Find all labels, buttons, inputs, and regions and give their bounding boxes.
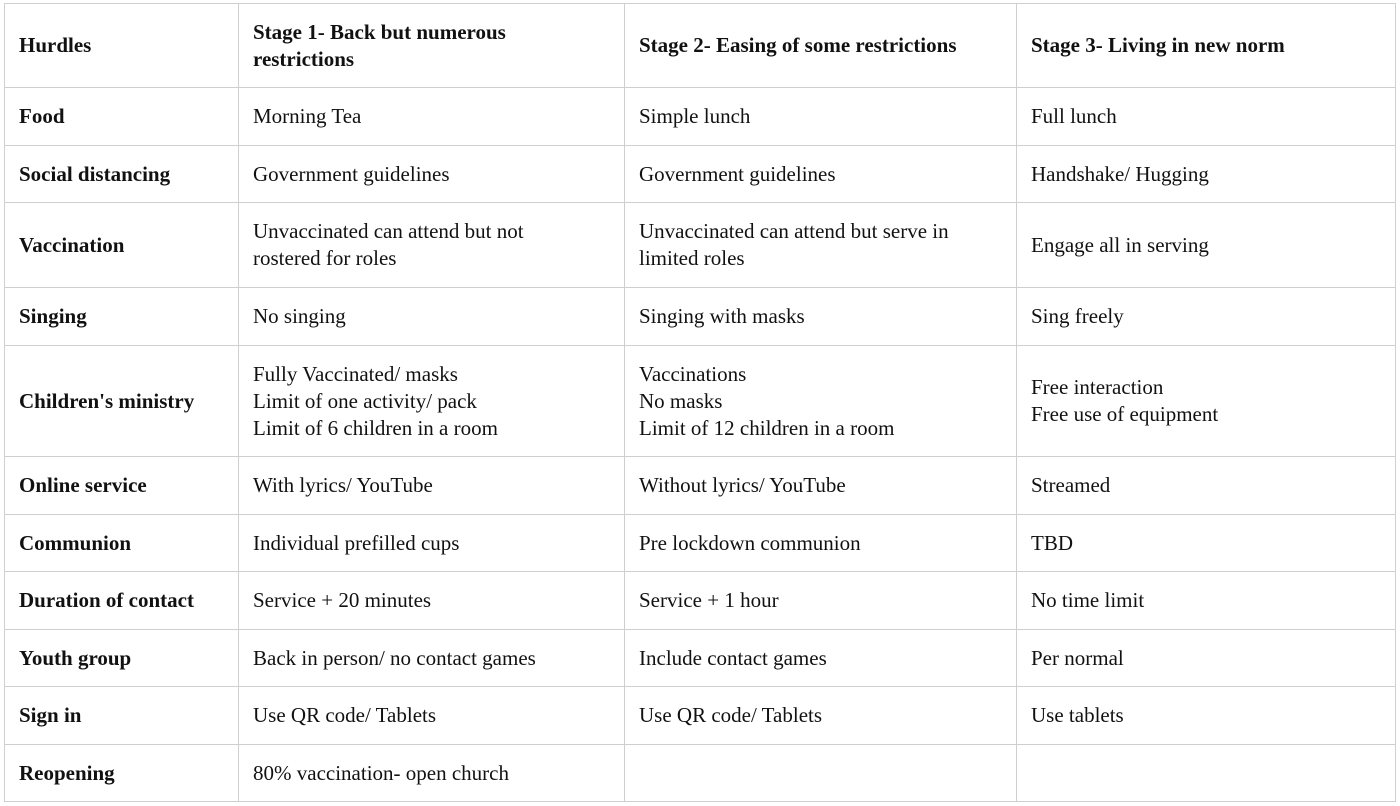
cell-stage-3: TBD [1017, 515, 1396, 572]
cell-stage-3 [1017, 745, 1396, 802]
cell-stage-1: Service + 20 minutes [239, 572, 625, 630]
cell-stage-1: Morning Tea [239, 88, 625, 146]
cell-stage-3: No time limit [1017, 572, 1396, 630]
row-hurdle: Food [5, 88, 239, 146]
table-row [5, 572, 1396, 630]
cell-stage-2: Singing with masks [625, 288, 1017, 346]
cell-stage-3: Engage all in serving [1017, 203, 1396, 288]
cell-stage-3: Streamed [1017, 457, 1396, 515]
cell-stage-3: Handshake/ Hugging [1017, 146, 1396, 203]
cell-stage-1: With lyrics/ YouTube [239, 457, 625, 515]
cell-stage-3: Per normal [1017, 630, 1396, 687]
table-row [5, 88, 1396, 146]
row-hurdle: Duration of contact [5, 572, 239, 630]
table-row [5, 515, 1396, 572]
header-row [5, 4, 1396, 88]
cell-stage-1: No singing [239, 288, 625, 346]
row-hurdle: Singing [5, 288, 239, 346]
header-stage-3: Stage 3- Living in new norm [1017, 4, 1396, 88]
row-hurdle: Social distancing [5, 146, 239, 203]
row-hurdle: Communion [5, 515, 239, 572]
cell-stage-2 [625, 745, 1017, 802]
cell-stage-2: Service + 1 hour [625, 572, 1017, 630]
stages-table [4, 3, 1396, 802]
header-hurdles: Hurdles [5, 4, 239, 88]
row-hurdle: Youth group [5, 630, 239, 687]
header-stage-2: Stage 2- Easing of some restrictions [625, 4, 1017, 88]
cell-stage-2: Vaccinations No masks Limit of 12 children in a room [625, 346, 1017, 457]
cell-stage-1: Back in person/ no contact games [239, 630, 625, 687]
table-row [5, 203, 1396, 288]
cell-stage-1: Fully Vaccinated/ masks Limit of one activity/ pack Limit of 6 children in a room [239, 346, 625, 457]
cell-stage-1: Government guidelines [239, 146, 625, 203]
table-row [5, 745, 1396, 802]
table-row [5, 687, 1396, 745]
table-row [5, 346, 1396, 457]
row-hurdle: Online service [5, 457, 239, 515]
cell-stage-2: Include contact games [625, 630, 1017, 687]
cell-stage-1: 80% vaccination- open church [239, 745, 625, 802]
cell-stage-2: Without lyrics/ YouTube [625, 457, 1017, 515]
row-hurdle: Sign in [5, 687, 239, 745]
cell-stage-1: Unvaccinated can attend but not rostered for roles [239, 203, 625, 288]
cell-stage-3: Use tablets [1017, 687, 1396, 745]
cell-stage-3: Free interaction Free use of equipment [1017, 346, 1396, 457]
table-row [5, 457, 1396, 515]
row-hurdle: Reopening [5, 745, 239, 802]
cell-stage-2: Government guidelines [625, 146, 1017, 203]
cell-stage-3: Full lunch [1017, 88, 1396, 146]
cell-stage-3: Sing freely [1017, 288, 1396, 346]
cell-stage-2: Pre lockdown communion [625, 515, 1017, 572]
row-hurdle: Vaccination [5, 203, 239, 288]
cell-stage-2: Use QR code/ Tablets [625, 687, 1017, 745]
cell-stage-2: Unvaccinated can attend but serve in limited roles [625, 203, 1017, 288]
cell-stage-1: Use QR code/ Tablets [239, 687, 625, 745]
cell-stage-2: Simple lunch [625, 88, 1017, 146]
table-row [5, 630, 1396, 687]
cell-stage-1: Individual prefilled cups [239, 515, 625, 572]
header-stage-1: Stage 1- Back but numerous restrictions [239, 4, 625, 88]
row-hurdle: Children's ministry [5, 346, 239, 457]
table-row [5, 288, 1396, 346]
table-row [5, 146, 1396, 203]
